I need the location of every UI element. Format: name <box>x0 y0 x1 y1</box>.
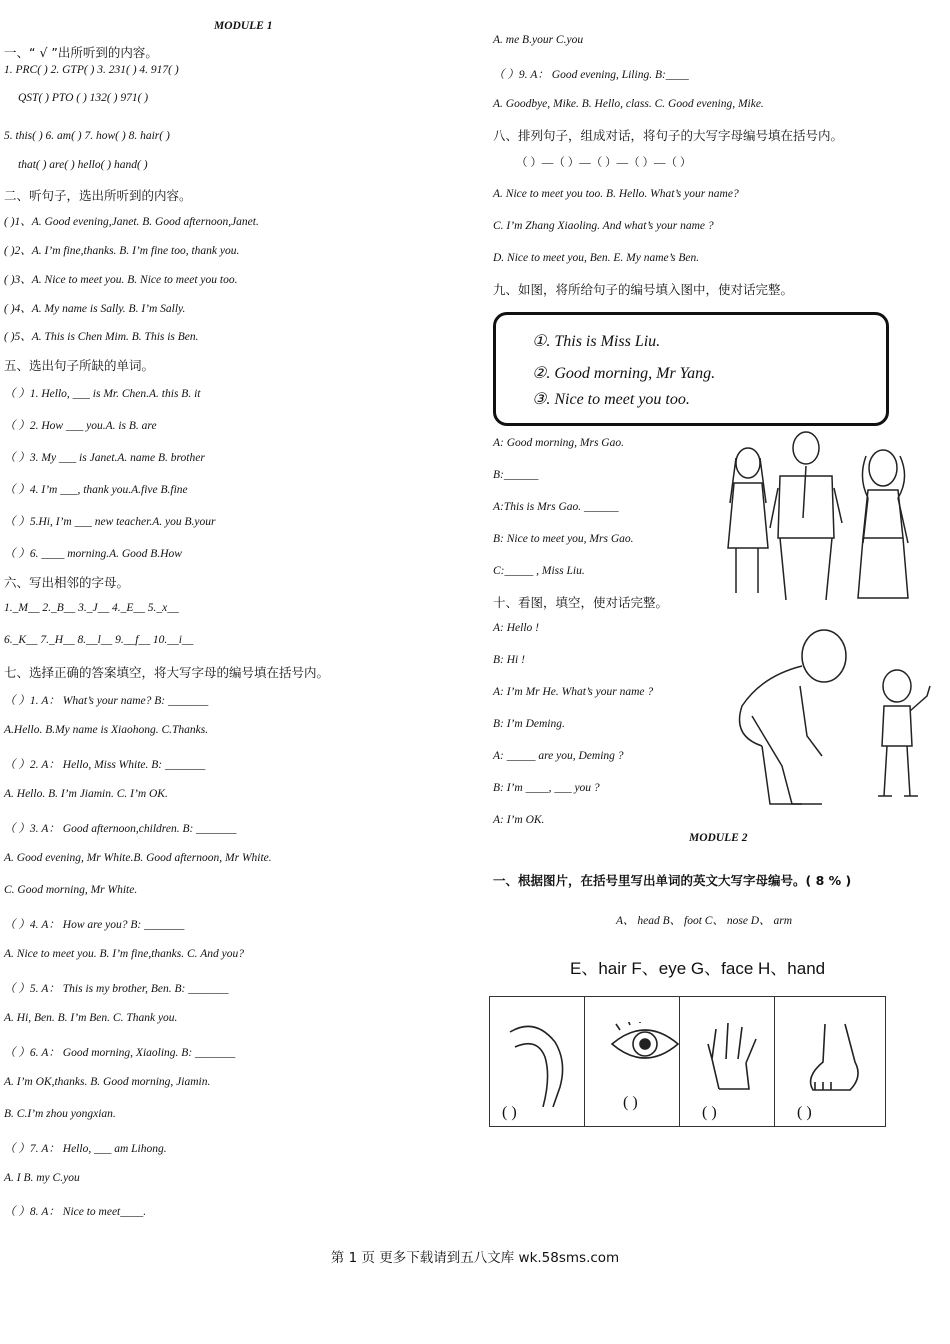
s8-item: A. Nice to meet you too. B. Hello. What’s your name? <box>493 188 739 200</box>
s1-row: QST( ) PTO ( ) 132( ) 971( ) <box>18 92 149 104</box>
s7-item: （ ）8. A： Nice to meet____. <box>4 1206 147 1218</box>
s5-item: （ ）2. How ___ you.A. is B. are <box>4 420 157 432</box>
s9-dialog: C:_____ , Miss Liu. <box>493 565 585 577</box>
picture-grid <box>489 996 886 1127</box>
s10-dialog: A: I’m OK. <box>493 814 545 826</box>
module-1-title: MODULE 1 <box>214 20 273 32</box>
s10-dialog: B: Hi ! <box>493 654 525 666</box>
foot-icon <box>795 1022 865 1097</box>
s5-item: （ ）1. Hello, ___ is Mr. Chen.A. this B. it <box>4 388 201 400</box>
section-5-heading: 五、选出句子所缺的单词。 <box>4 358 155 373</box>
man-and-boy-illustration <box>722 626 937 814</box>
arm-icon <box>505 1017 575 1107</box>
s9-dialog: A:This is Mrs Gao. ______ <box>493 501 619 513</box>
m2-options-row: E、hair F、eye G、face H、hand <box>570 959 826 978</box>
s5-item: （ ）3. My ___ is Janet.A. name B. brother <box>4 452 205 464</box>
picture-cell-foot <box>775 997 885 1126</box>
section-8-heading: 八、排列句子，组成对话，将句子的大写字母编号填在括号内。 <box>493 128 844 143</box>
hand-icon <box>704 1019 764 1094</box>
s10-dialog: B: I’m Deming. <box>493 718 565 730</box>
section-1-heading: 一、“ √ ”出所听到的内容。 <box>4 45 158 60</box>
s10-dialog: A: Hello ! <box>493 622 539 634</box>
eye-icon <box>610 1022 680 1067</box>
m2-options-row: A、 head B、 foot C、 nose D、 arm <box>616 915 793 927</box>
s7-item: A. I’m OK,thanks. B. Good morning, Jiamin. <box>4 1076 211 1088</box>
box-sentence: ①. This is Miss Liu. <box>532 333 661 350</box>
s6-row: 1._M__ 2._B__ 3._J__ 4._E__ 5._x__ <box>4 602 179 614</box>
s7-item: A. Nice to meet you. B. I’m fine,thanks. C. And you? <box>4 948 244 960</box>
s7-item: A. Hello. B. I’m Jiamin. C. I’m OK. <box>4 788 168 800</box>
answer-paren[interactable]: ( ) <box>797 1104 812 1121</box>
s7-item: （ ）7. A： Hello, ___ am Lihong. <box>4 1143 167 1155</box>
s7-item: A.Hello. B.My name is Xiaohong. C.Thanks. <box>4 724 209 736</box>
s7-item: （ ）2. A： Hello, Miss White. B: _______ <box>4 759 206 771</box>
s1-row: 5. this( ) 6. am( ) 7. how( ) 8. hair( ) <box>4 130 170 142</box>
page-footer: 第 1 页 更多下载请到五八文库 wk.58sms.com <box>330 1250 620 1266</box>
s2-item: ( )4、A. My name is Sally. B. I’m Sally. <box>4 303 186 315</box>
s7-item: （ ）1. A： What’s your name? B: _______ <box>4 695 209 707</box>
s10-dialog: A: I’m Mr He. What’s your name ? <box>493 686 654 698</box>
s8-order: （ ）—（ ）—（ ）—（ ）—（ ） <box>516 157 692 169</box>
picture-cell-eye <box>585 997 680 1126</box>
s2-item: ( )5、A. This is Chen Mim. B. This is Ben. <box>4 331 199 343</box>
s2-item: ( )1、A. Good evening,Janet. B. Good afternoon,Janet. <box>4 216 259 228</box>
s7-item: A. Good evening, Mr White.B. Good afternoon, Mr White. <box>4 852 272 864</box>
r-top-item: （ ）9. A： Good evening, Liling. B:____ <box>493 69 689 81</box>
s9-dialog: B:______ <box>493 469 539 481</box>
s9-dialog: B: Nice to meet you, Mrs Gao. <box>493 533 634 545</box>
s7-item: （ ）5. A： This is my brother, Ben. B: _______ <box>4 983 229 995</box>
s6-row: 6._K__ 7._H__ 8.__l__ 9.__f__ 10.__i__ <box>4 634 194 646</box>
s7-item: （ ）6. A： Good morning, Xiaoling. B: _______ <box>4 1047 236 1059</box>
answer-paren[interactable]: ( ) <box>623 1094 638 1111</box>
m2-section-1-heading: 一、根据图片，在括号里写出单词的英文大写字母编号。( 8 % ) <box>493 873 852 888</box>
box-sentence: ②. Good morning, Mr Yang. <box>532 365 716 382</box>
s8-item: D. Nice to meet you, Ben. E. My name’s Ben. <box>493 252 700 264</box>
s8-item: C. I’m Zhang Xiaoling. And what’s your name ? <box>493 220 714 232</box>
sentence-box <box>493 312 889 426</box>
section-10-heading: 十、看图，填空，使对话完整。 <box>493 595 669 610</box>
answer-paren[interactable]: ( ) <box>702 1104 717 1121</box>
box-sentence: ③. Nice to meet you too. <box>532 391 690 408</box>
s10-dialog: A: _____ are you, Deming ? <box>493 750 624 762</box>
s2-item: ( )3、A. Nice to meet you. B. Nice to meet you too. <box>4 274 238 286</box>
s10-dialog: B: I’m ____, ___ you ? <box>493 782 600 794</box>
s5-item: （ ）6. ____ morning.A. Good B.How <box>4 548 182 560</box>
three-people-illustration <box>718 428 928 603</box>
s7-item: C. Good morning, Mr White. <box>4 884 138 896</box>
s2-item: ( )2、A. I’m fine,thanks. B. I’m fine too, thank you. <box>4 245 240 257</box>
r-top-item: A. me B.your C.you <box>493 34 584 46</box>
answer-paren[interactable]: ( ) <box>502 1104 517 1121</box>
r-top-item: A. Goodbye, Mike. B. Hello, class. C. Good evening, Mike. <box>493 98 764 110</box>
s1-row: that( ) are( ) hello( ) hand( ) <box>18 159 148 171</box>
s9-dialog: A: Good morning, Mrs Gao. <box>493 437 624 449</box>
module-2-title: MODULE 2 <box>689 832 748 844</box>
picture-cell-arm <box>490 997 585 1126</box>
s7-item: B. C.I’m zhou yongxian. <box>4 1108 116 1120</box>
s7-item: （ ）4. A： How are you? B: _______ <box>4 919 185 931</box>
s1-row: 1. PRC( ) 2. GTP( ) 3. 231( ) 4. 917( ) <box>4 64 179 76</box>
section-2-heading: 二、听句子，选出所听到的内容。 <box>4 188 192 203</box>
s7-item: （ ）3. A： Good afternoon,children. B: _______ <box>4 823 237 835</box>
s7-item: A. I B. my C.you <box>4 1172 80 1184</box>
section-9-heading: 九、如图，将所给句子的编号填入图中，使对话完整。 <box>493 282 794 297</box>
s5-item: （ ）4. I’m ___, thank you.A.five B.fine <box>4 484 188 496</box>
s5-item: （ ）5.Hi, I’m ___ new teacher.A. you B.your <box>4 516 216 528</box>
picture-cell-hand <box>680 997 775 1126</box>
section-6-heading: 六、写出相邻的字母。 <box>4 575 130 590</box>
section-7-heading: 七、选择正确的答案填空，将大写字母的编号填在括号内。 <box>4 665 330 680</box>
s7-item: A. Hi, Ben. B. I’m Ben. C. Thank you. <box>4 1012 178 1024</box>
